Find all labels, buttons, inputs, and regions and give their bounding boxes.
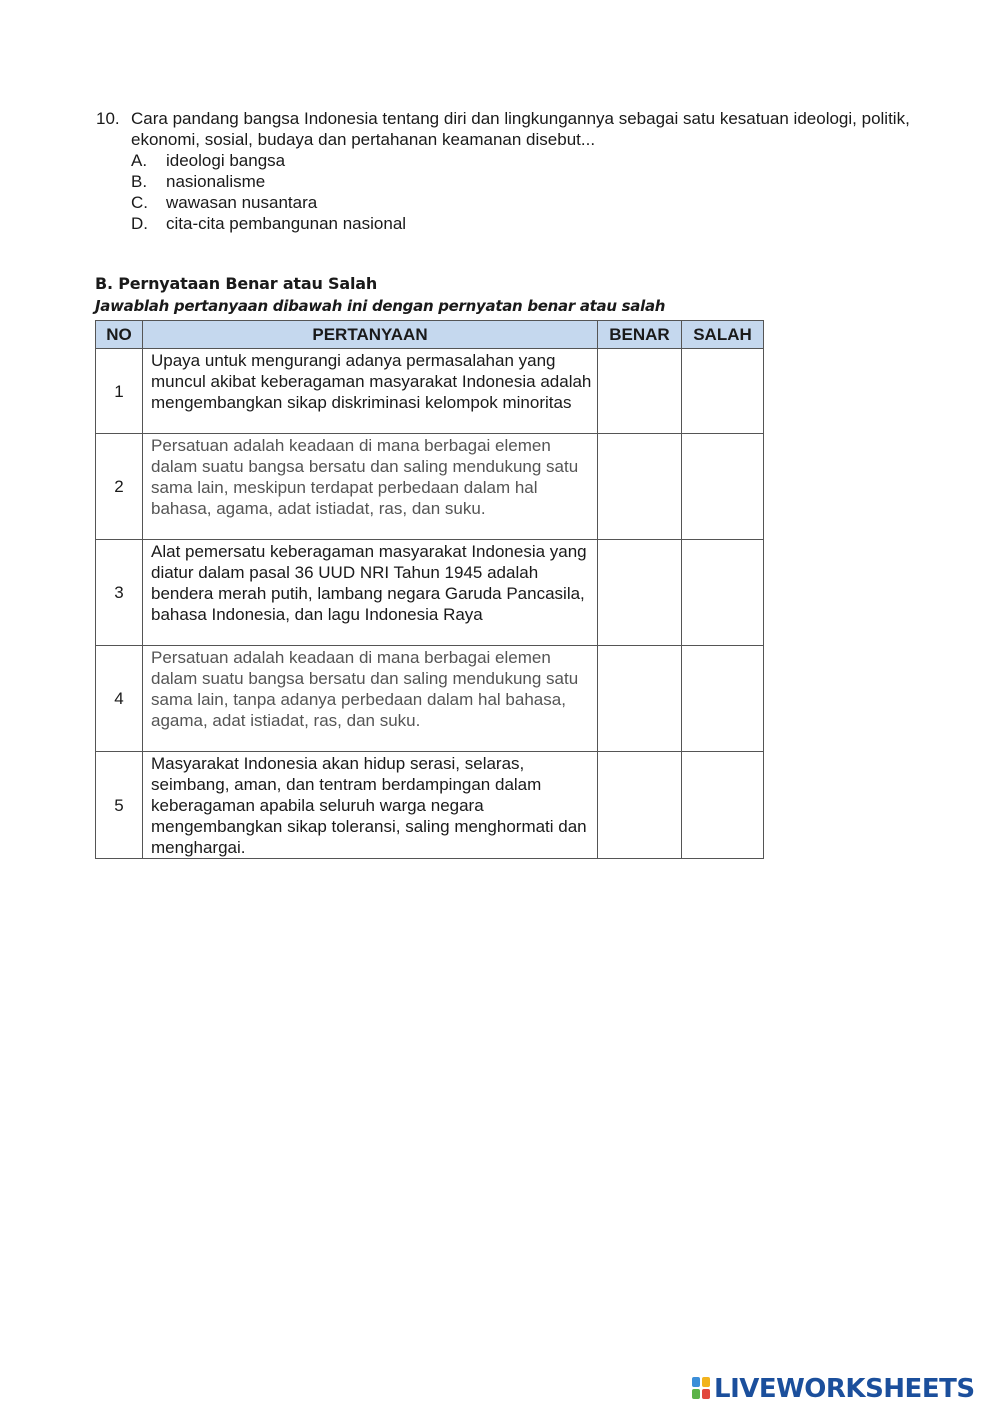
table-header-row <box>96 321 764 349</box>
header-no: NO <box>96 321 143 349</box>
table-row <box>96 349 764 434</box>
logo-block <box>692 1377 700 1387</box>
header-false: SALAH <box>682 321 764 349</box>
answer-false-cell[interactable] <box>682 349 764 434</box>
row-question: Persatuan adalah keadaan di mana berbagai elemen dalam suatu bangsa bersatu dan saling mendukung satu sama lain, tanpa adanya perbedaan dalam hal bahasa, agama, adat istiadat, ras, dan suku. <box>143 646 598 752</box>
option-b: B. nasionalisme <box>131 172 266 191</box>
option-d: D. cita-cita pembangunan nasional <box>131 214 407 233</box>
answer-true-cell[interactable] <box>598 349 682 434</box>
row-question: Persatuan adalah keadaan di mana berbagai elemen dalam suatu bangsa bersatu dan saling mendukung satu sama lain, meskipun terdapat perbedaan dalam hal bahasa, agama, adat istiadat, ras, dan suku. <box>143 434 598 540</box>
answer-false-cell[interactable] <box>682 752 764 859</box>
row-question: Alat pemersatu keberagaman masyarakat Indonesia yang diatur dalam pasal 36 UUD NRI Tahun 1945 adalah bendera merah putih, lambang negara Garuda Pancasila, bahasa Indonesia, dan lagu Indonesia Raya <box>143 540 598 646</box>
option-a: A. ideologi bangsa <box>131 151 286 170</box>
header-true: BENAR <box>598 321 682 349</box>
row-number: 4 <box>96 646 143 752</box>
answer-true-cell[interactable] <box>598 540 682 646</box>
answer-false-cell[interactable] <box>682 646 764 752</box>
answer-false-cell[interactable] <box>682 434 764 540</box>
section-b-header <box>95 273 665 317</box>
logo-block <box>702 1377 710 1387</box>
row-number: 1 <box>96 349 143 434</box>
section-instruction: Jawablah pertanyaan dibawah ini dengan pernyatan benar atau salah <box>95 297 666 315</box>
table-row <box>96 540 764 646</box>
section-title: B. Pernyataan Benar atau Salah <box>95 274 378 293</box>
true-false-table <box>95 320 764 859</box>
brand-wordmark: LIVEWORKSHEETS <box>714 1374 975 1404</box>
row-question: Upaya untuk mengurangi adanya permasalahan yang muncul akibat keberagaman masyarakat Indonesia adalah mengembangkan sikap diskriminasi kelompok minoritas <box>143 349 598 434</box>
answer-true-cell[interactable] <box>598 646 682 752</box>
table-row <box>96 434 764 540</box>
row-number: 5 <box>96 752 143 859</box>
liveworksheets-logo-icon <box>692 1377 712 1401</box>
question-10 <box>96 108 916 234</box>
question-stem: Cara pandang bangsa Indonesia tentang diri dan lingkungannya sebagai satu kesatuan ideologi, politik, ekonomi, sosial, budaya dan pertahanan keamanan disebut... <box>131 109 910 149</box>
table-row <box>96 646 764 752</box>
logo-block <box>702 1389 710 1399</box>
answer-true-cell[interactable] <box>598 752 682 859</box>
answer-true-cell[interactable] <box>598 434 682 540</box>
option-c: C. wawasan nusantara <box>131 193 318 212</box>
row-question: Masyarakat Indonesia akan hidup serasi, selaras, seimbang, aman, dan tentram berdampingan dalam keberagaman apabila seluruh warga negara mengembangkan sikap toleransi, saling menghormati dan menghargai. <box>143 752 598 859</box>
logo-block <box>692 1389 700 1399</box>
row-number: 2 <box>96 434 143 540</box>
table-row <box>96 752 764 859</box>
question-number: 10. <box>96 109 120 128</box>
answer-false-cell[interactable] <box>682 540 764 646</box>
row-number: 3 <box>96 540 143 646</box>
header-question: PERTANYAAN <box>143 321 598 349</box>
liveworksheets-brand <box>692 1374 975 1404</box>
option-list <box>131 150 916 234</box>
